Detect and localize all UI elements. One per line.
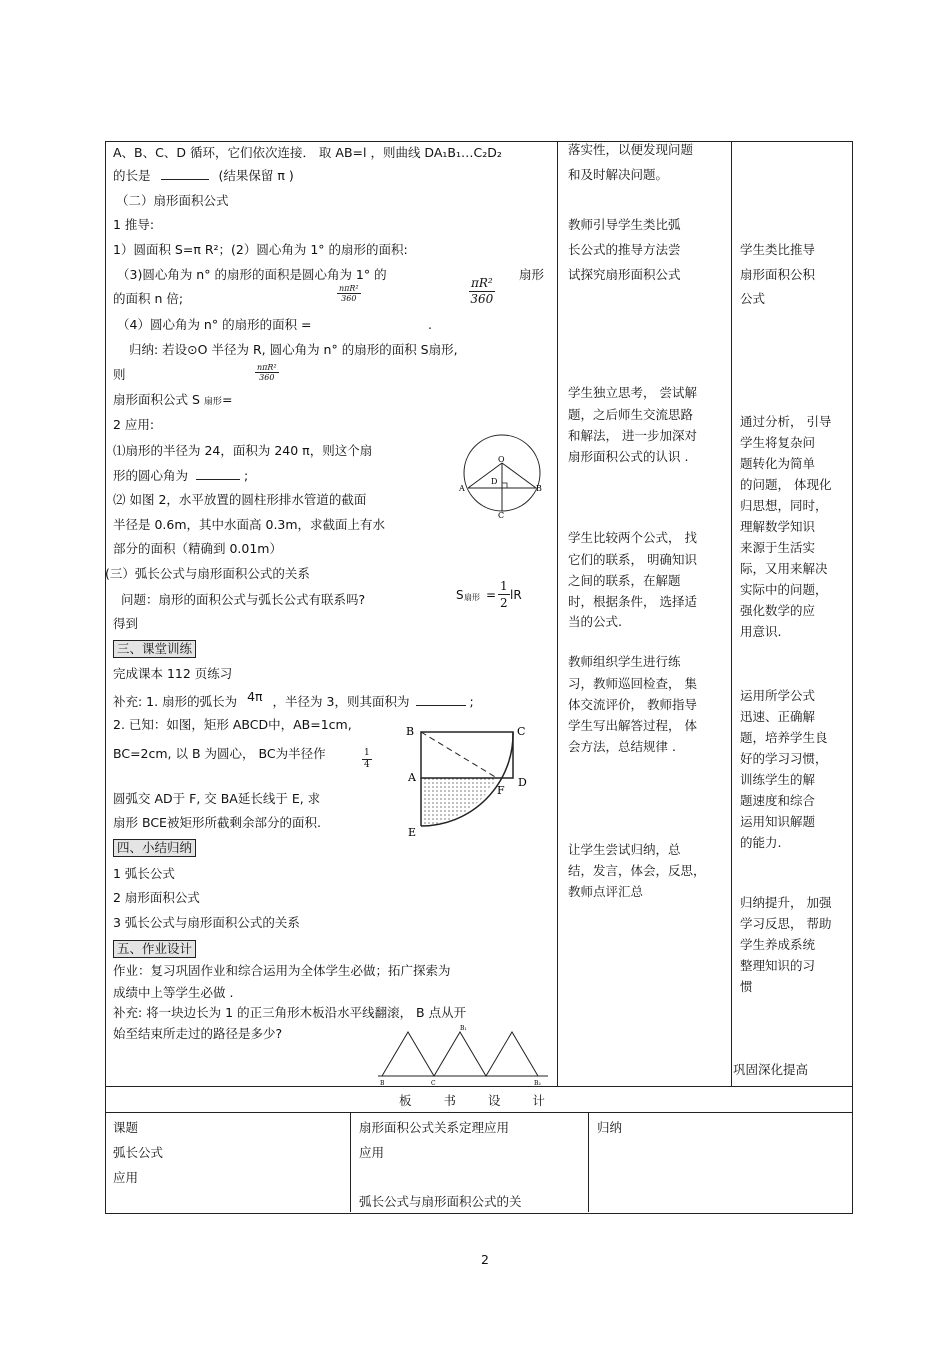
section-box-homework: 五、作业设计 [113,940,196,958]
figure-pipe-circle [456,428,551,520]
text-line: （3)圆心角为 n° 的扇形的面积是圆心角为 1° 的 [117,267,387,282]
answer-blank [161,167,209,180]
text-fragment: 补充: 1. 扇形的弧长为 [113,694,238,709]
text-fragment: 4π [247,689,263,704]
board-divider-1 [350,1112,351,1212]
board-cell-text: 应用 [113,1170,139,1185]
col3-line: 运用所学公式 [740,688,816,703]
board-title: 板 书 设 计 [399,1093,559,1108]
col2-line: 题，之后师生交流思路 [568,407,694,422]
text-line: 成绩中上等学生必做 . [113,985,234,1000]
fraction-n-pi-r2-360 [255,363,279,382]
triangle-path [382,1032,538,1076]
col3-line: 整理知识的习 [740,958,816,973]
text-line: 的面积 n 倍; [113,291,184,306]
board-cell-text: 应用 [359,1145,385,1160]
text-line: 3 弧长公式与扇形面积公式的关系 [113,915,300,930]
col3-line: 的能力. [740,835,782,850]
col2-line: 学生独立思考， 尝试解 [568,385,697,400]
label-c: C [498,511,505,520]
col3-line: 学生类比推导 [740,242,816,257]
fraction-denominator: 4 [364,760,370,770]
col3-line: 好的学习习惯， [740,751,828,766]
label-d: D [491,477,498,486]
section-title: （二）扇形面积公式 [116,193,229,208]
col2-line: 落实性，以便发现问题 [568,142,694,157]
col3-line: 归思想，同时， [740,498,828,513]
fraction-numerator: 1 [500,579,508,593]
text-fragment: 扇形面积公式 S [113,392,200,407]
board-cell-text: 扇形面积公式关系定理应用 [359,1120,510,1135]
col3-line: 迅速、正确解 [740,709,816,724]
text-line: 完成课本 112 页练习 [113,666,233,681]
text-fragment: = [221,392,233,407]
text-line: 1）圆面积 S=π R²；(2）圆心角为 1° 的扇形的面积: [113,242,408,257]
col3-line: 题转化为简单 [740,456,816,471]
row-divider-board-cells [105,1112,852,1113]
label-f: F [497,784,505,797]
formula-sub: 扇形 [464,593,480,602]
label-c: C [517,725,526,738]
label-e: E [408,826,417,839]
text-line: ⑵ 如图 2，水平放置的圆柱形排水管道的截面 [113,492,367,507]
section-box-practice: 三、课堂训练 [113,640,196,658]
text-line: 始至结束所走过的路径是多少? [113,1026,283,1041]
col2-line: 学生写出解答过程， 体 [568,718,697,733]
text-line: 归纳: 若设⊙O 半径为 R, 圆心角为 n° 的扇形的面积 S扇形, [129,342,458,357]
col-divider-1 [557,141,558,1086]
label-b: B [380,1080,385,1087]
col2-line: 和解法， 进一步加深对 [568,428,697,443]
col3-line: 公式 [740,291,766,306]
text-line: 问题：扇形的面积公式与弧长公式有联系吗? [121,592,366,607]
text-line: （4）圆心角为 n° 的扇形的面积 = [117,317,312,332]
label-o: O [498,455,505,464]
fraction-denominator: 360 [470,292,494,306]
section-title: (三）弧长公式与扇形面积公式的关系 [105,566,310,581]
col2-line: 当的公式. [568,614,622,629]
formula-lr: lR [510,588,522,602]
text-line: 1 推导: [113,217,155,232]
fraction-one-quarter [362,748,372,771]
col3-line: 际，又用来解决 [740,561,828,576]
figure-rectangle-arc [400,718,535,843]
text-line: 圆弧交 AD于 F, 交 BA延长线于 E, 求 [113,791,321,806]
figure-rolling-triangles [376,1022,551,1088]
text-line: 2. 已知：如图，矩形 ABCD中，AB=1cm, [113,717,352,732]
fraction-denominator: 360 [341,294,357,303]
col-divider-2 [731,141,732,1086]
fraction-pi-r2-360 [469,276,495,307]
formula-s: S [456,588,464,602]
col3-line: 训练学生的解 [740,772,816,787]
col3-line: 强化数学的应 [740,603,816,618]
text-line [113,467,248,484]
col3-line: 通过分析， 引导 [740,414,832,429]
text-fragment: ，半径为 3，则其面积为 [272,694,410,709]
fraction-numerator: 1 [364,748,370,758]
col2-line: 长公式的推导方法尝 [568,242,681,257]
diagonal-bf [421,732,497,778]
label-a: A [459,484,465,493]
right-angle-mark [502,483,507,488]
fraction-numerator: πR² [471,276,493,290]
answer-blank [196,467,240,480]
fraction-denominator: 2 [500,596,508,610]
col2-line: 之间的联系，在解题 [568,573,681,588]
text-line: 扇形 BCE被矩形所截剩余部分的面积. [113,815,321,830]
page-number: 2 [481,1252,489,1267]
label-b2: B₂ [534,1080,541,1087]
col3-line: 题，培养学生良 [740,730,828,745]
col3-line: 运用知识解题 [740,814,816,829]
text-fragment: (结果保留 π ) [218,168,294,183]
text-line: A、B、C、D 循环，它们依次连接． 取 AB=l ，则曲线 DA₁B₁…C₂D₂ [113,145,502,160]
board-cell-text: 弧长公式 [113,1145,164,1160]
text-line: . [428,317,432,332]
label-c: C [431,1080,436,1087]
text-line: 得到 [113,616,139,631]
col2-line: 结，发言，体会，反思， [568,863,706,878]
col3-line: 归纳提升， 加强 [740,895,832,910]
text-line: 2 扇形面积公式 [113,890,200,905]
col3-line: 巩固深化提高 [733,1062,809,1077]
col2-line: 会方法，总结规律 . [568,739,676,754]
board-cell-text: 归纳 [597,1120,623,1135]
label-b: B [406,725,415,738]
label-b1: B₁ [460,1025,467,1032]
col2-line: 试探究扇形面积公式 [568,267,681,282]
col3-line: 的问题， 体现化 [740,477,832,492]
text-line: 1 弧长公式 [113,866,175,881]
col3-line: 学习反思， 帮助 [740,916,832,931]
col3-line: 题速度和综合 [740,793,816,808]
text-line [113,392,232,410]
col2-line: 教师组织学生进行练 [568,654,681,669]
answer-blank [416,693,466,706]
formula-eq: = [486,588,497,602]
text-fragment: 的长是 [113,168,151,183]
text-line: 补充: 将一块边长为 1 的正三角形木板沿水平线翻滚， B 点从开 [113,1005,467,1020]
text-line: 扇形 [519,267,545,282]
text-line: 半径是 0.6m，其中水面高 0.3m，求截面上有水 [113,517,386,532]
col2-line: 扇形面积公式的认识 . [568,449,689,464]
text-line [113,689,474,710]
col3-line: 实际中的问题， [740,582,828,597]
shaded-region [421,778,497,826]
fraction-n-pi-r2-360 [337,284,361,303]
text-line: 部分的面积（精确到 0.01m） [113,541,282,556]
label-d: D [518,776,527,789]
col3-line: 用意识. [740,624,782,639]
col2-line: 让学生尝试归纳，总 [568,842,681,857]
col3-line: 学生将复杂问 [740,435,816,450]
text-fragment: 形的圆心角为 [113,468,189,483]
col3-line: 扇形面积公积 [740,267,816,282]
board-cell-text: 课题 [113,1120,139,1135]
col3-line: 来源于生活实 [740,540,816,555]
col2-line: 时，根据条件， 选择适 [568,594,697,609]
col3-line: 惯 [740,979,753,994]
col2-line: 体交流评价， 教师指导 [568,697,697,712]
text-fragment: ; [469,694,474,709]
col2-line: 学生比较两个公式， 找 [568,530,697,545]
text-line: ⑴扇形的半径为 24，面积为 240 π，则这个扇 [113,443,373,458]
fraction-numerator: nπR² [257,363,277,372]
col3-line: 理解数学知识 [740,519,816,534]
label-b: B [536,484,542,493]
rectangle-abcd [421,732,513,778]
label-a: A [408,771,416,784]
fraction-one-half [498,578,510,611]
fraction-numerator: nπR² [339,284,359,293]
text-line [113,167,294,184]
fraction-denominator: 360 [259,373,275,382]
col2-line: 和及时解决问题。 [568,167,669,182]
text-line: BC=2cm, 以 B 为圆心， BC为半径作 [113,746,326,761]
col2-line: 习，教师巡回检查， 集 [568,676,697,691]
col3-line: 学生养成系统 [740,937,816,952]
board-cell-text: 弧长公式与扇形面积公式的关 [359,1194,522,1209]
text-line: 2 应用: [113,417,155,432]
board-divider-2 [588,1112,589,1212]
text-fragment: ; [244,468,249,483]
text-line: 作业：复习巩固作业和综合运用为全体学生必做；拓广探索为 [113,963,451,978]
col2-line: 教师点评汇总 [568,884,644,899]
col2-line: 它们的联系， 明确知识 [568,552,697,567]
col2-line: 教师引导学生类比弧 [568,217,681,232]
subscript: 扇形 [203,397,222,407]
section-box-summary: 四、小结归纳 [113,839,196,857]
text-line: 则 [113,367,126,382]
